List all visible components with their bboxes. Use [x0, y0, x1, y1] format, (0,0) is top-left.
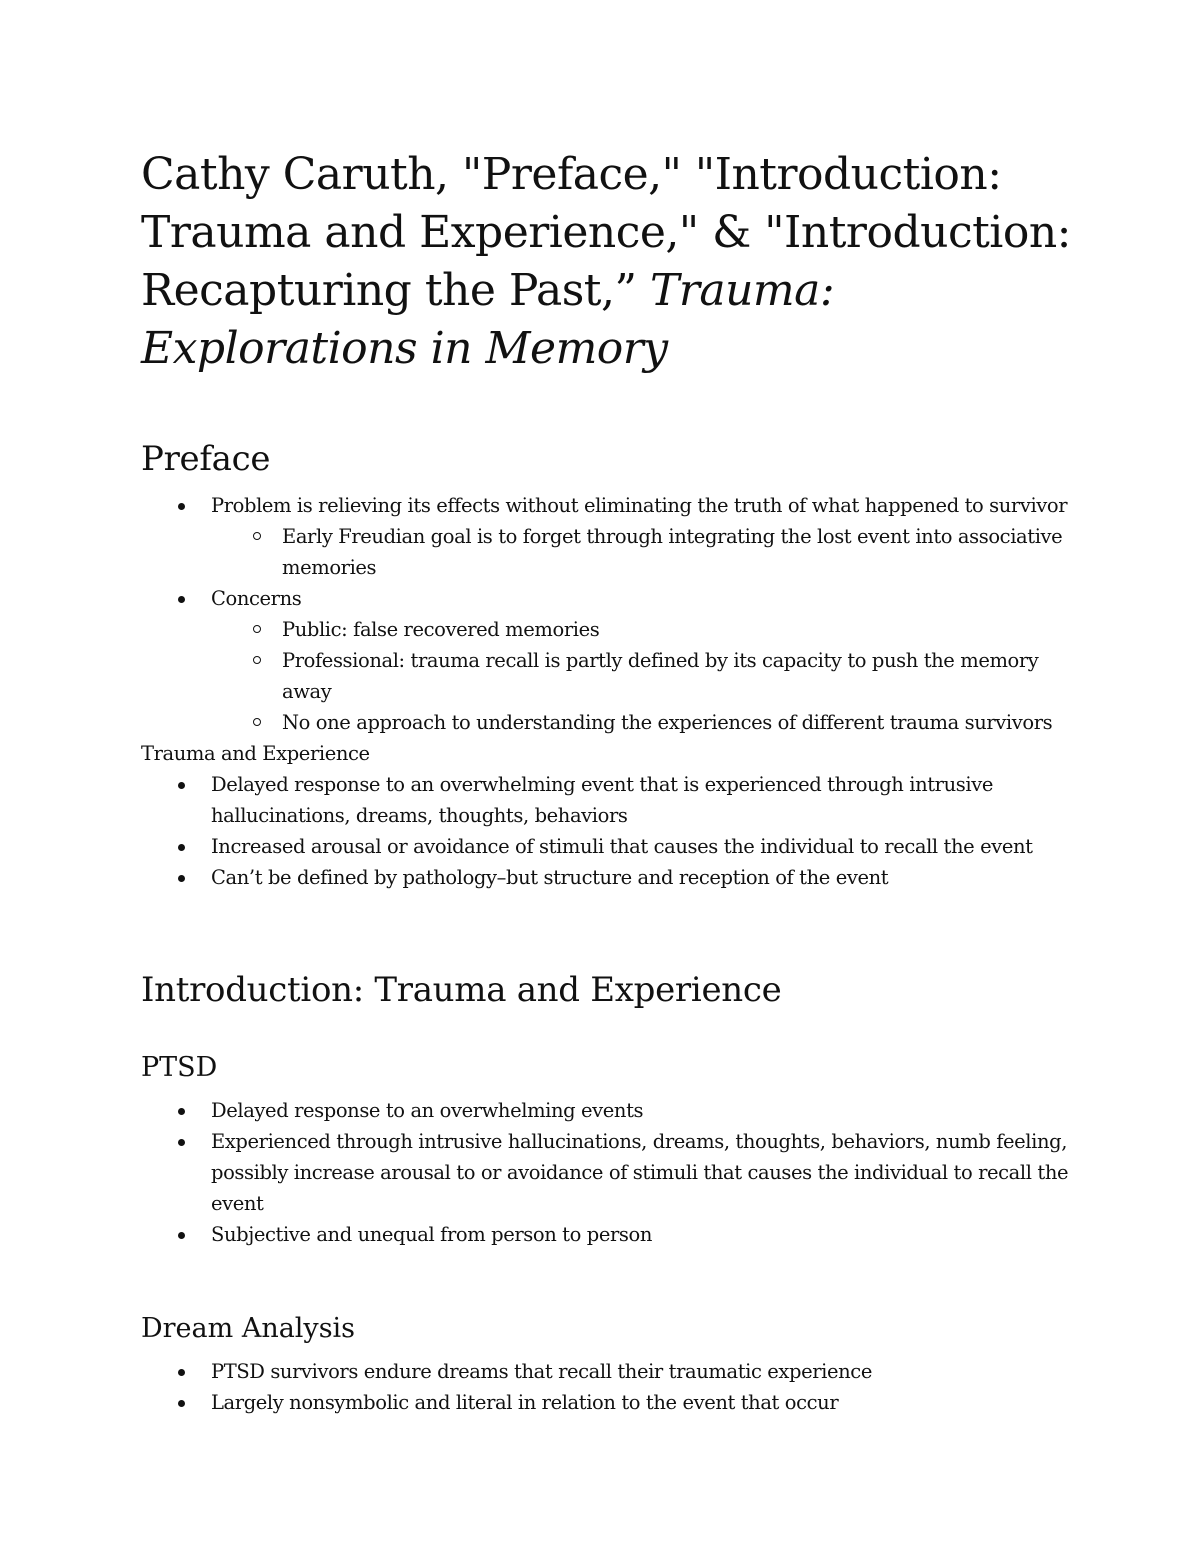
sub-list — [211, 521, 1071, 583]
document-title — [141, 146, 1071, 378]
list-item — [141, 490, 1071, 583]
dream-analysis-heading: Dream Analysis — [141, 1313, 356, 1344]
list-item-text: Problem is relieving its effects without eliminating the truth of what happened to survivor — [211, 494, 1068, 517]
list-item-text: Increased arousal or avoidance of stimuli that causes the individual to recall the event — [211, 835, 1033, 858]
ptsd-list — [141, 1095, 1071, 1250]
hollow-bullet-icon — [253, 718, 261, 726]
list-item-text: Delayed response to an overwhelming event that is experienced through intrusive hallucinations, dreams, thoughts, behaviors — [211, 773, 993, 827]
bullet-icon — [178, 596, 185, 603]
bullet-icon — [178, 503, 185, 510]
sub-list — [211, 614, 1071, 738]
document-page — [141, 146, 1071, 1418]
hollow-bullet-icon — [253, 625, 261, 633]
bullet-icon — [178, 844, 185, 851]
sub-list-item — [211, 521, 1071, 583]
list-item — [141, 583, 1071, 738]
title-line-2: Trauma and Experience," & "Introduction: — [141, 207, 1071, 258]
bullet-icon — [178, 1400, 185, 1407]
bullet-icon — [178, 1139, 185, 1146]
list-item — [141, 1126, 1071, 1219]
list-item-text: Can’t be defined by pathology–but structure and reception of the event — [211, 866, 889, 889]
ptsd-heading: PTSD — [141, 1052, 218, 1083]
hollow-bullet-icon — [253, 656, 261, 664]
list-item-text: Subjective and unequal from person to person — [211, 1223, 653, 1246]
list-item — [141, 831, 1071, 862]
list-item — [141, 862, 1071, 893]
preface-list — [141, 490, 1071, 738]
intro-heading: Introduction: Trauma and Experience — [141, 970, 782, 1010]
list-item-text: Delayed response to an overwhelming events — [211, 1099, 644, 1122]
bullet-icon — [178, 782, 185, 789]
list-item — [141, 1356, 1071, 1387]
bullet-icon — [178, 1369, 185, 1376]
list-item-text: Experienced through intrusive hallucinations, dreams, thoughts, behaviors, numb feeling, possibly increase arousal to or avoidance of stimuli that causes the individual to recall the event — [211, 1130, 1069, 1215]
hollow-bullet-icon — [253, 532, 261, 540]
sub-list-item-text: No one approach to understanding the experiences of different trauma survivors — [282, 711, 1053, 734]
list-item — [141, 1387, 1071, 1418]
bullet-icon — [178, 875, 185, 882]
preface-heading: Preface — [141, 439, 271, 479]
list-item-text: Largely nonsymbolic and literal in relation to the event that occur — [211, 1391, 839, 1414]
list-item — [141, 769, 1071, 831]
title-book-italic-2: Explorations in Memory — [141, 323, 668, 374]
list-item — [141, 1219, 1071, 1250]
bullet-icon — [178, 1232, 185, 1239]
trauma-experience-label: Trauma and Experience — [141, 742, 370, 765]
sub-list-item — [211, 614, 1071, 645]
trauma-experience-list — [141, 769, 1071, 893]
title-line-1: Cathy Caruth, "Preface," "Introduction: — [141, 149, 1002, 200]
sub-list-item — [211, 707, 1071, 738]
sub-list-item — [211, 645, 1071, 707]
title-line-3: Recapturing the Past,” — [141, 265, 650, 316]
sub-list-item-text: Professional: trauma recall is partly defined by its capacity to push the memory away — [282, 649, 1039, 703]
list-item — [141, 1095, 1071, 1126]
dream-analysis-list — [141, 1356, 1071, 1418]
title-book-italic-1: Trauma: — [649, 265, 835, 316]
list-item-text: PTSD survivors endure dreams that recall their traumatic experience — [211, 1360, 872, 1383]
sub-list-item-text: Public: false recovered memories — [282, 618, 600, 641]
list-item-text: Concerns — [211, 587, 302, 610]
bullet-icon — [178, 1108, 185, 1115]
sub-list-item-text: Early Freudian goal is to forget through integrating the lost event into associative memories — [282, 525, 1063, 579]
